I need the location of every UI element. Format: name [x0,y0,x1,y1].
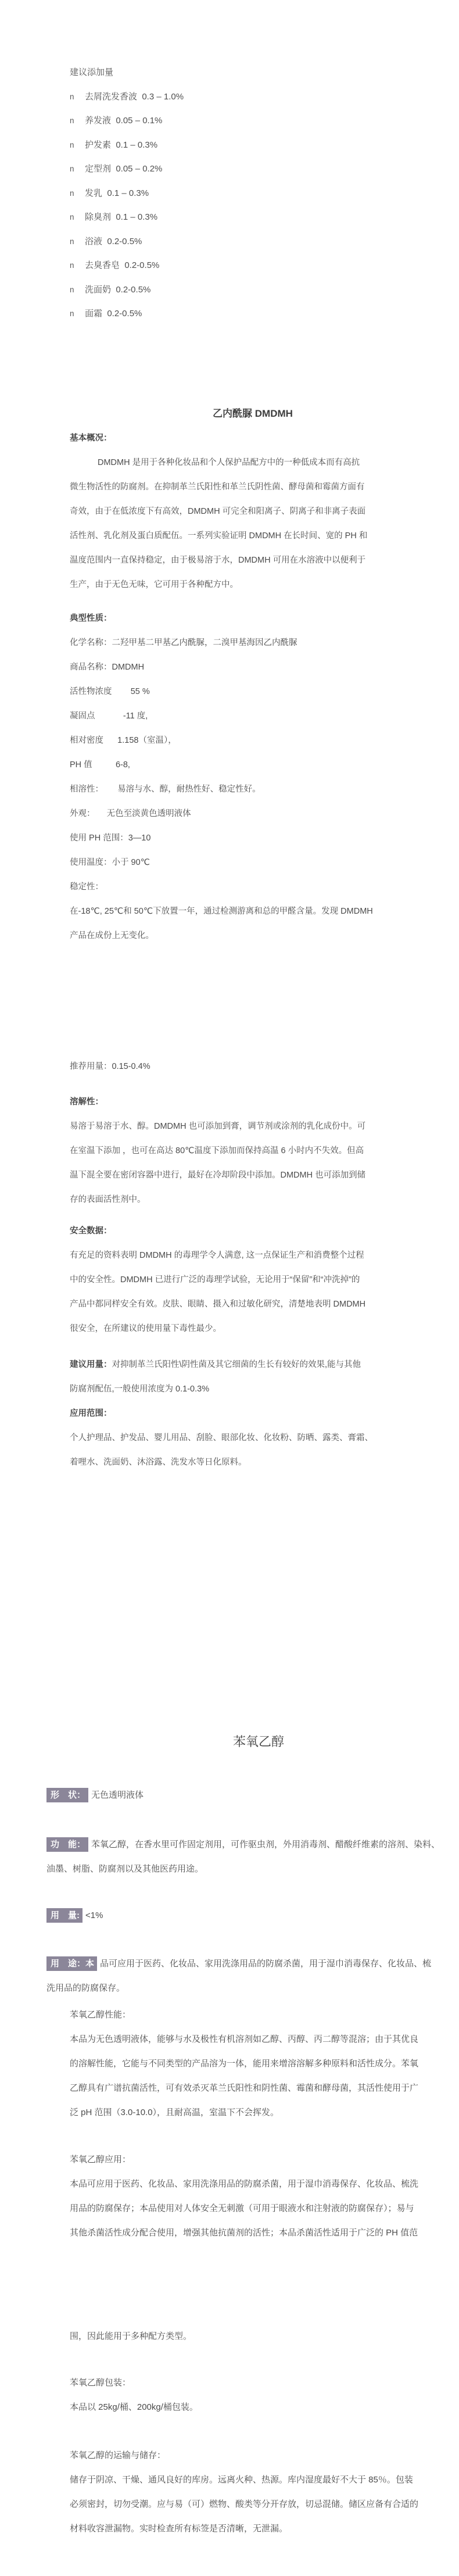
usage-row [46,1952,447,1976]
storage-line: 材料收容泄漏物。实时检查所有标签是否清晰，无泄漏。 [70,2523,288,2534]
section-phenoxyethanol [0,1727,459,2576]
property-line: 使用温度：小于 90℃ [70,857,150,867]
list-item [70,85,459,109]
packaging-heading: 苯氧乙醇包装： [70,2377,131,2388]
properties-heading: 典型性质： [70,613,112,623]
application-line: 其他杀菌活性成分配合使用，增强其他抗菌剂的活性；本品杀菌活性适用于广泛的 PH 值范 [70,2227,418,2238]
property-line: 使用 PH 范围：3—10 [70,833,151,843]
recommended-dosage-label: 推荐用量： [70,1061,112,1071]
dosage-value: <1% [85,1910,103,1920]
phenoxyethanol-title: 苯氧乙醇 [232,1734,284,1749]
recommended-dosage [70,1054,436,1079]
packaging-line: 本品以 25kg/桶、200kg/桶包装。 [70,2402,198,2412]
usage-value: 品可应用于医药、化妆品、家用洗涤用品的防腐杀菌，用于湿巾消毒保存、化妆品、梳 [100,1958,432,1969]
bullet-marker-icon: n [70,237,74,246]
list-item [70,253,459,278]
solubility-line: 存的表面活性剂中。 [70,1194,146,1204]
list-item-text: 去臭香皂 0.2-0.5% [85,260,160,270]
suggested-usage-line [70,1353,436,1377]
storage-line: 必须密封，切勿受潮。应与易（可）燃物、酸类等分开存放，切忌混储。储区应备有合适的 [70,2499,419,2509]
bullet-marker-icon: n [70,92,74,101]
bullet-marker-icon: n [70,140,74,149]
bullet-marker-icon: n [70,285,74,294]
application-line: 本品可应用于医药、化妆品、家用洗涤用品的防腐杀菌，用于湿巾消毒保存、化妆品、梳洗 [70,2178,419,2189]
application-heading: 苯氧乙醇应用： [70,2154,131,2164]
usage-label: 用 途：本 [46,1956,97,1971]
safety-line: 中的安全性。DMDMH 已进行广泛的毒理学试验，无论用于“保留”和“冲洗掉”的 [70,1275,360,1285]
list-item [70,278,459,302]
list-item [70,109,459,133]
overview-line: DMDMH 是用于各种化妆品和个人保护品配方中的一种低成本而有高抗 [98,457,360,467]
solubility-line: 易溶于易溶于水、醇。DMDMH 也可添加到膏，调节剂或涂剂的乳化成份中。可 [70,1121,366,1131]
property-line: 相溶性： 易溶与水、醇，耐热性好、稳定性好。 [70,784,261,794]
function-value: 苯氧乙醇，在香水里可作固定剂用，可作驱虫剂，外用消毒剂、醋酸纤维素的溶剂、染料、 [91,1839,440,1849]
section-suggested-additives [0,0,459,326]
safety-heading: 安全数据： [70,1226,112,1236]
list-item [70,157,459,181]
usage-row-continuation: 洗用品的防腐保存。 [46,1983,125,1993]
safety-line: 产品中都同样安全有效。皮肤、眼睛、摄入和过敏化研究，清楚地表明 DMDMH [70,1299,366,1309]
safety-line: 有充足的资料表明 DMDMH 的毒理学令人满意, 这一点保证生产和消费整个过程 [70,1250,364,1260]
list-item [70,205,459,230]
performance-line: 本品为无色透明液体，能够与水及极性有机溶剂如乙醇、丙醇、丙二醇等混溶；由于其优良 [70,2034,419,2044]
solubility-line: 在室温下添加 ，也可在高达 80℃温度下添加而保持高温 6 小时内不失效。但高 [70,1146,364,1155]
property-line: 稳定性： [70,882,103,892]
list-item-text: 浴液 0.2-0.5% [85,236,142,246]
application-tail-line: 围，因此能用于多种配方类型。 [70,2331,192,2341]
application-heading: 应用范围： [70,1408,112,1418]
property-line: 商品名称：DMDMH [70,662,145,672]
appearance-value: 无色透明液体 [91,1790,144,1800]
list-item [70,302,459,326]
dmdmh-title: 乙内酰脲 DMDMH [213,407,293,419]
performance-line: 泛 pH 范围（3.0-10.0），且耐高温，室温下不会挥发。 [70,2107,279,2117]
stability-line: 在-18℃, 25℃和 50℃下放置一年，通过检测游离和总的甲醛含量。发现 DMDMH [70,906,373,916]
list-item-text: 定型剂 0.05 – 0.2% [85,164,163,174]
appearance-label: 形 状： [46,1788,88,1802]
overview-line: 奇效，由于在低浓度下有高效，DMDMH 可完全和阳离子、阴离子和非离子表面 [70,506,366,516]
performance-line: 乙醇具有广谱抗菌活性，可有效杀灭革兰氏阳性和阴性菌、霉菌和酵母菌，其活性使用于广 [70,2083,419,2093]
bullet-marker-icon: n [70,213,74,221]
bullet-marker-icon: n [70,116,74,125]
dosage-label: 用 量: [46,1908,83,1923]
overview-line: 温度范围内一直保持稳定，由于极易溶于水，DMDMH 可用在水溶液中以便利于 [70,555,366,565]
storage-heading: 苯氧乙醇的运输与储存： [70,2450,166,2460]
suggested-usage-text: 对抑制革兰氏阳性\阴性菌及其它细菌的生长有较好的效果,能与其他 [112,1359,361,1369]
suggested-usage-label: 建议用量： [70,1359,112,1369]
stability-line: 产品在成份上无变化。 [70,931,154,940]
performance-line: 的溶解性能，它能与不同类型的产品溶为一体，能用来增溶溶解多种原料和活性成分。苯氧 [70,2058,419,2069]
application-line: 个人护理品、护发品、婴儿用品、刮脸、眼部化妆、化妆粉、防晒、露类、膏霜、 [70,1433,373,1443]
bullet-marker-icon: n [70,261,74,270]
storage-line: 储存于阴凉、干燥、通风良好的库房。远离火种、热源。库内湿度最好不大于 85％。包装 [70,2474,413,2485]
bullet-marker-icon: n [70,188,74,198]
section-dmdmh [0,402,459,1475]
list-item-text: 养发液 0.05 – 0.1% [85,116,163,126]
property-line: PH 值 6-8, [70,760,130,770]
function-label: 功 能： [46,1837,88,1852]
list-item [70,133,459,158]
safety-line: 很安全，在所建议的使用量下毒性最少。 [70,1323,221,1333]
list-item-text: 除臭剂 0.1 – 0.3% [85,212,158,222]
function-row [46,1833,447,1857]
recommended-dosage-value: 0.15-0.4% [112,1061,150,1071]
list-item-text: 发乳 0.1 – 0.3% [85,188,149,198]
list-item-text: 护发素 0.1 – 0.3% [85,139,158,150]
solubility-line: 温下混全要在密闭容器中进行，最好在冷却阶段中添加。DMDMH 也可添加到储 [70,1170,366,1180]
property-line: 活性物浓度 55 % [70,686,150,696]
dosage-row [46,1904,447,1928]
overview-line: 活性剂、乳化剂及蛋白质配伍。一系列实验证明 DMDMH 在长时间、宽的 PH 和 [70,531,368,541]
application-line: 用品的防腐保存；本品使用对人体安全无刺激（可用于眼液水和注射液的防腐保存）；易与 [70,2203,414,2213]
performance-heading: 苯氧乙醇性能： [70,2009,131,2020]
application-line: 着哩水、洗面奶、沐浴露、洗发水等日化原料。 [70,1457,247,1467]
property-line: 化学名称：二羟甲基二甲基乙内酰脲，二溴甲基海因乙内酰脲 [70,638,297,647]
property-line: 凝固点 -11 度, [70,711,148,721]
list-item [70,230,459,254]
overview-heading: 基本概况： [70,433,112,443]
suggested-usage-line: 防腐剂配伍,一般使用浓度为 0.1-0.3% [70,1384,210,1394]
bullet-marker-icon: n [70,309,74,318]
list-item [70,181,459,206]
list-item-text: 去屑洗发香波 0.3 – 1.0% [85,91,184,102]
list-item-text: 面霜 0.2-0.5% [85,309,142,319]
appearance-row [46,1783,447,1808]
overview-line: 生产，由于无色无味，它可用于各种配方中。 [70,579,238,589]
property-line: 外观： 无色至淡黄色透明液体 [70,808,191,818]
property-line: 相对密度 1.158（室温）， [70,735,177,745]
additives-heading: 建议添加量 [70,67,114,77]
function-row-continuation: 油墨、树脂、防腐剂以及其他医药用途。 [46,1863,204,1874]
overview-line: 微生物活性的防腐剂。在抑制革兰氏阳性和革兰氏阴性菌、酵母菌和霉菌方面有 [70,482,365,492]
solubility-heading: 溶解性： [70,1097,103,1107]
bullet-marker-icon: n [70,164,74,173]
list-item-text: 洗面奶 0.2-0.5% [85,284,151,295]
